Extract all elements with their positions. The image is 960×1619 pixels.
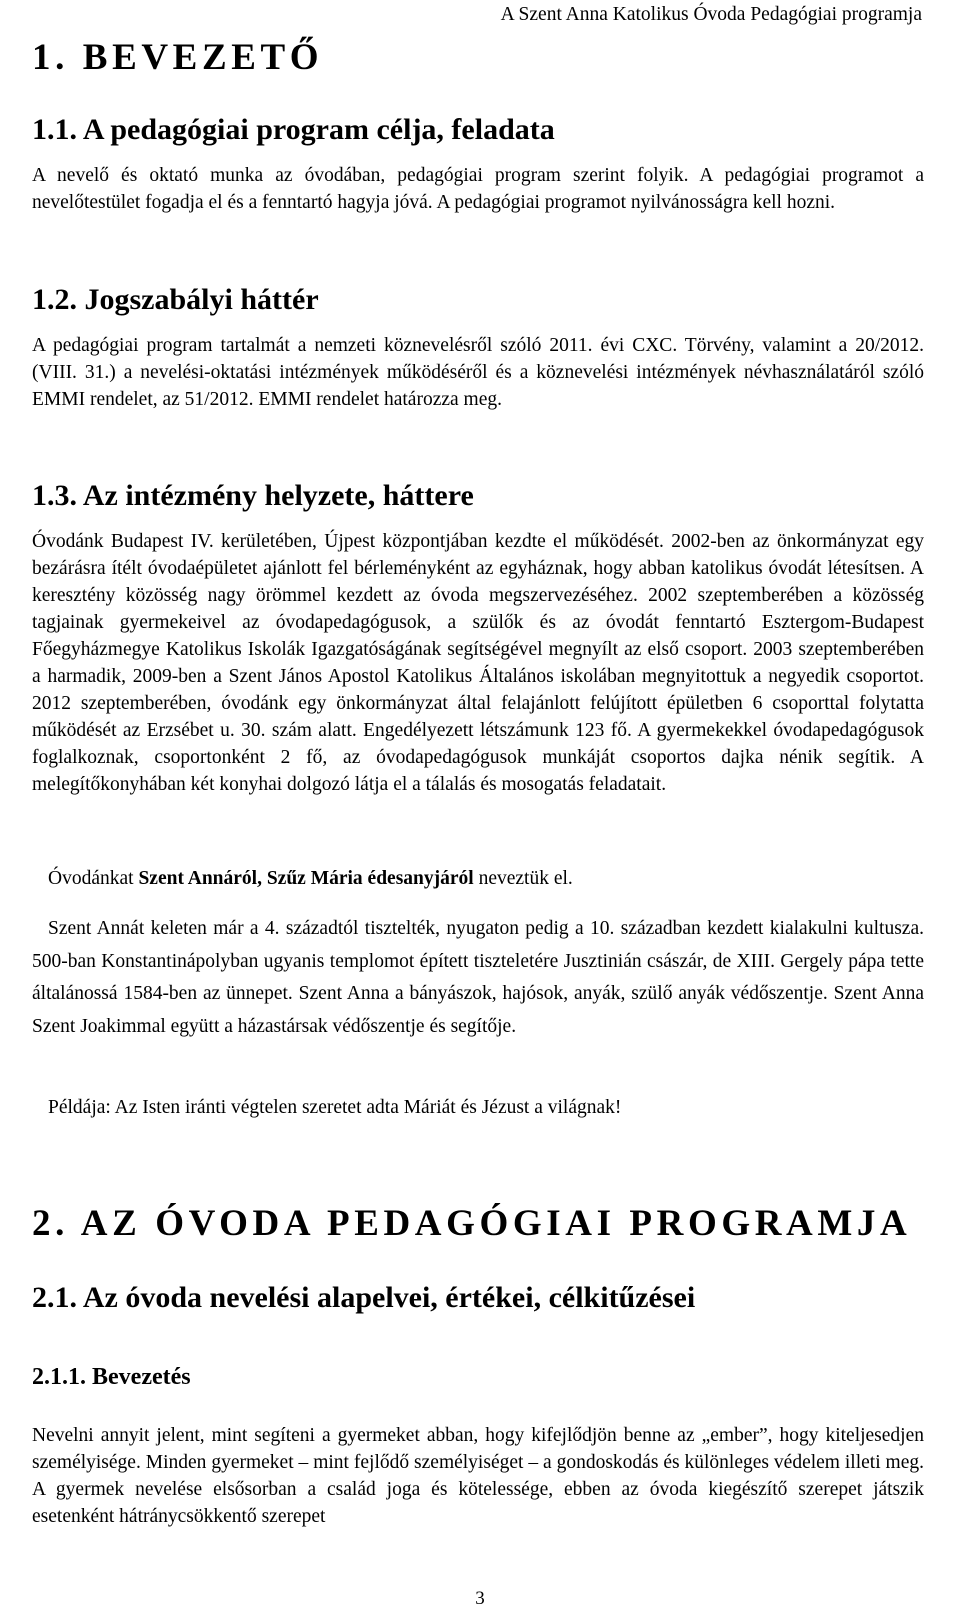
saint-anna-history-text: Szent Annát keleten már a 4. századtól tisztelték, nyugaton pedig a 10. században kezdett kialakulni kultusza. 500-ban Konstantinápolyban ugyanis templomot épített tiszteletére Jusztinián császár, de XIII. Gergely pápa tette általánossá 1584-ben az ünnepet. Szent Anna a bányászok, hajósok, anyák, szülő anyák védőszentje. Szent Anna Szent Joakimmal együtt a házastársak védőszentje és segítője. xyxy=(32,918,924,1037)
page-number: 3 xyxy=(475,1588,485,1609)
naming-suffix: neveztük el. xyxy=(473,868,573,889)
running-header: A Szent Anna Katolikus Óvoda Pedagógiai programja xyxy=(500,4,922,25)
section-1-heading: 1. BEVEZETŐ xyxy=(32,37,324,78)
naming-prefix: Óvodánkat xyxy=(48,868,139,889)
naming-paragraph xyxy=(48,865,924,892)
section-2-heading: 2. AZ ÓVODA PEDAGÓGIAI PROGRAMJA xyxy=(32,1203,912,1244)
section-1-3-body: Óvodánk Budapest IV. kerületében, Újpest központjában kezdte el működését. 2002-ben az önkormányzat egy bezárásra ítélt óvodaépületet ajánlott fel bérleményként az egyháznak, hogy abban katolikus óvodát létesítsen. A keresztény közösség nagy örömmel kezdett az óvoda megszervezéséhez. 2002 szeptemberében a közösség tagjainak gyermekeivel az óvodapedagógusok, a szülők és az óvodát fenntartó Esztergom-Budapest Főegyházmegye Katolikus Iskolák Igazgatóságának segítségével megnyílt az első csoport. 2003 szeptemberében a harmadik, 2009-ben a Szent János Apostol Katolikus Általános iskolában megnyitottuk a negyedik csoportot. 2012 szeptemberében, óvodánk egy önkormányzat által felajánlott felújított épületben 6 csoporttal folytatta működését az Erzsébet u. 30. szám alatt. Engedélyezett létszámunk 123 fő. A gyermekekkel óvodapedagógusok foglalkoznak, csoportonként 2 fő, az óvodapedagógusok munkáját csoportos dajka nénik segítik. A melegítőkonyhában két konyhai dolgozó látja el a tálalás és mosogatás feladatait. xyxy=(32,531,924,795)
section-2-1-1-heading: 2.1.1. Bevezetés xyxy=(32,1364,191,1390)
section-2-1-1-body: Nevelni annyit jelent, mint segíteni a gyermeket abban, hogy kifejlődjön benne az „ember”, hogy kiteljesedjen személyisége. Minden gyermeket – mint fejlődő személyiséget – a gondoskodás és különleges védelem illeti meg. A gyermek nevelése elsősorban a család joga és kötelessége, ebben az óvoda kiegészítő szerepet játszik esetenként hátránycsökkentő szerepet xyxy=(32,1425,924,1527)
example-paragraph: Példája: Az Isten iránti végtelen szeretet adta Máriát és Jézust a világnak! xyxy=(48,1097,622,1118)
saint-anna-history xyxy=(32,913,924,1043)
section-1-1-body: A nevelő és oktató munka az óvodában, pedagógiai program szerint folyik. A pedagógiai programot a nevelőtestület fogadja el és a fenntartó hagyja jóvá. A pedagógiai programot nyilvánosságra kell hozni. xyxy=(32,165,924,213)
section-1-2-heading: 1.2. Jogszabályi háttér xyxy=(32,283,319,316)
section-1-3-heading: 1.3. Az intézmény helyzete, háttere xyxy=(32,479,474,512)
section-2-1-heading: 2.1. Az óvoda nevelési alapelvei, értékei, célkitűzései xyxy=(32,1281,696,1314)
section-1-2-body: A pedagógiai program tartalmát a nemzeti köznevelésről szóló 2011. évi CXC. Törvény, valamint a 20/2012. (VIII. 31.) a nevelési-oktatási intézmények működéséről és a köznevelési intézmények névhasználatáról szóló EMMI rendelet, az 51/2012. EMMI rendelet határozza meg. xyxy=(32,335,924,410)
section-1-1-heading: 1.1. A pedagógiai program célja, feladata xyxy=(32,113,555,146)
naming-bold: Szent Annáról, Szűz Mária édesanyjáról xyxy=(138,868,474,889)
